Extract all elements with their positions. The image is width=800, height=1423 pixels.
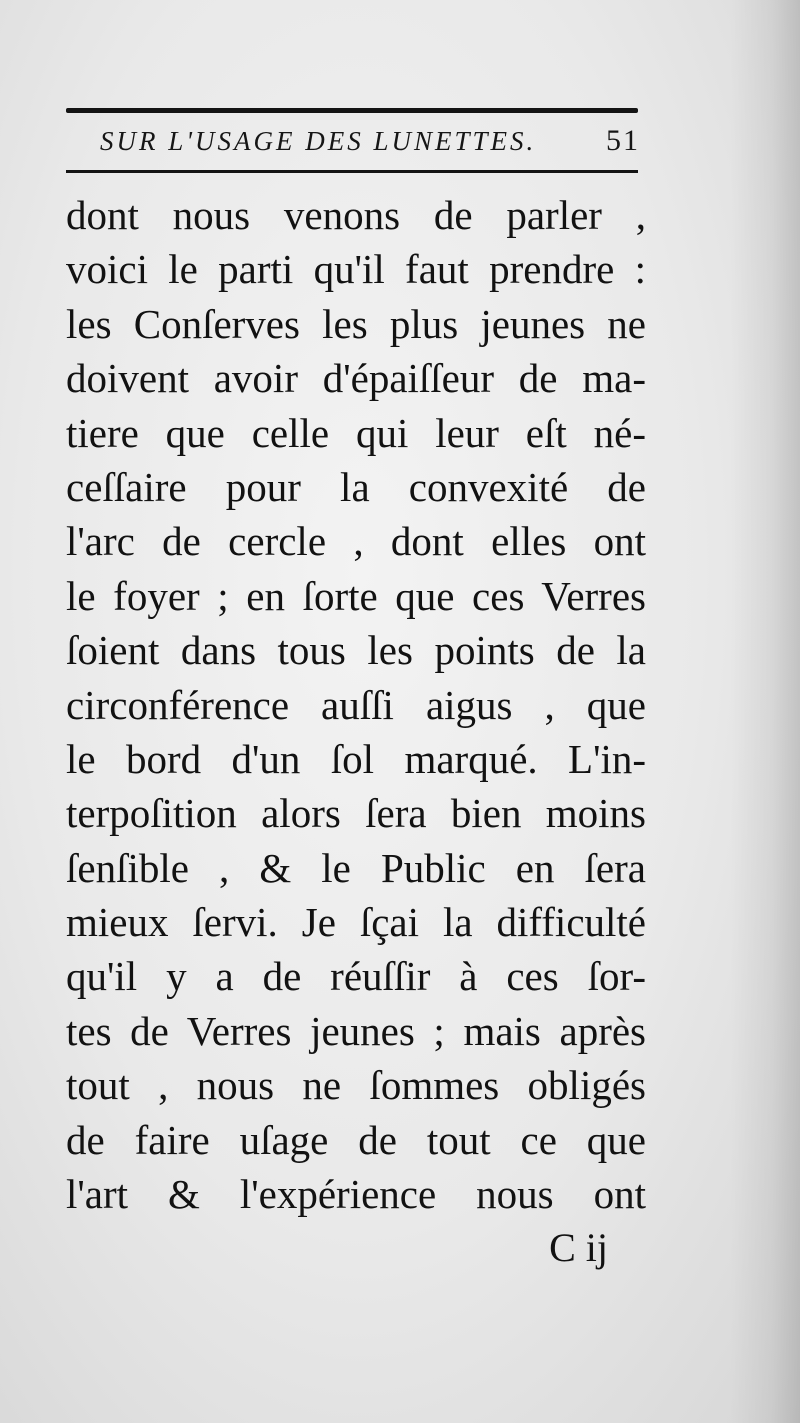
- text-line: doivent avoir d'épaiſſeur de ma-: [66, 355, 646, 402]
- text-line: le foyer ; en ſorte que ces Verres: [66, 572, 646, 619]
- text-line: tiere que celle qui leur eſt né-: [66, 409, 646, 456]
- text-line: dont nous venons de parler ,: [66, 192, 646, 238]
- page-number: 51: [606, 124, 640, 157]
- text-line: le bord d'un ſol marqué. L'in-: [66, 735, 646, 782]
- text-line: tes de Verres jeunes ; mais après: [66, 1007, 646, 1054]
- text-line: ceſſaire pour la convexité de: [66, 463, 646, 510]
- page-edge-shadow: [730, 0, 800, 1423]
- running-head: SUR L'USAGE DES LUNETTES.: [100, 126, 537, 156]
- text-line: circonférence auſſi aigus , que: [66, 681, 646, 728]
- text-line: l'art & l'expérience nous ont: [66, 1171, 646, 1218]
- text-line: les Conſerves les plus jeunes ne: [66, 300, 646, 347]
- header-rule-top: [66, 108, 638, 113]
- text-line: ſenſible , & le Public en ſera: [66, 844, 646, 891]
- text-line: mieux ſervi. Je ſçai la difficulté: [66, 899, 646, 946]
- text-line: l'arc de cercle , dont elles ont: [66, 518, 646, 565]
- body-text: [66, 188, 646, 1221]
- text-line: terpoſition alors ſera bien moins: [66, 790, 646, 837]
- header-rule-bottom: [66, 170, 638, 173]
- text-line: qu'il y a de réuſſir à ces ſor-: [66, 953, 646, 1000]
- text-line: de faire uſage de tout ce que: [66, 1116, 646, 1163]
- text-line: tout , nous ne ſommes obligés: [66, 1062, 646, 1109]
- text-line: ſoient dans tous les points de la: [66, 627, 646, 674]
- signature-mark: C ij: [549, 1225, 608, 1270]
- text-line: voici le parti qu'il faut prendre :: [66, 246, 646, 293]
